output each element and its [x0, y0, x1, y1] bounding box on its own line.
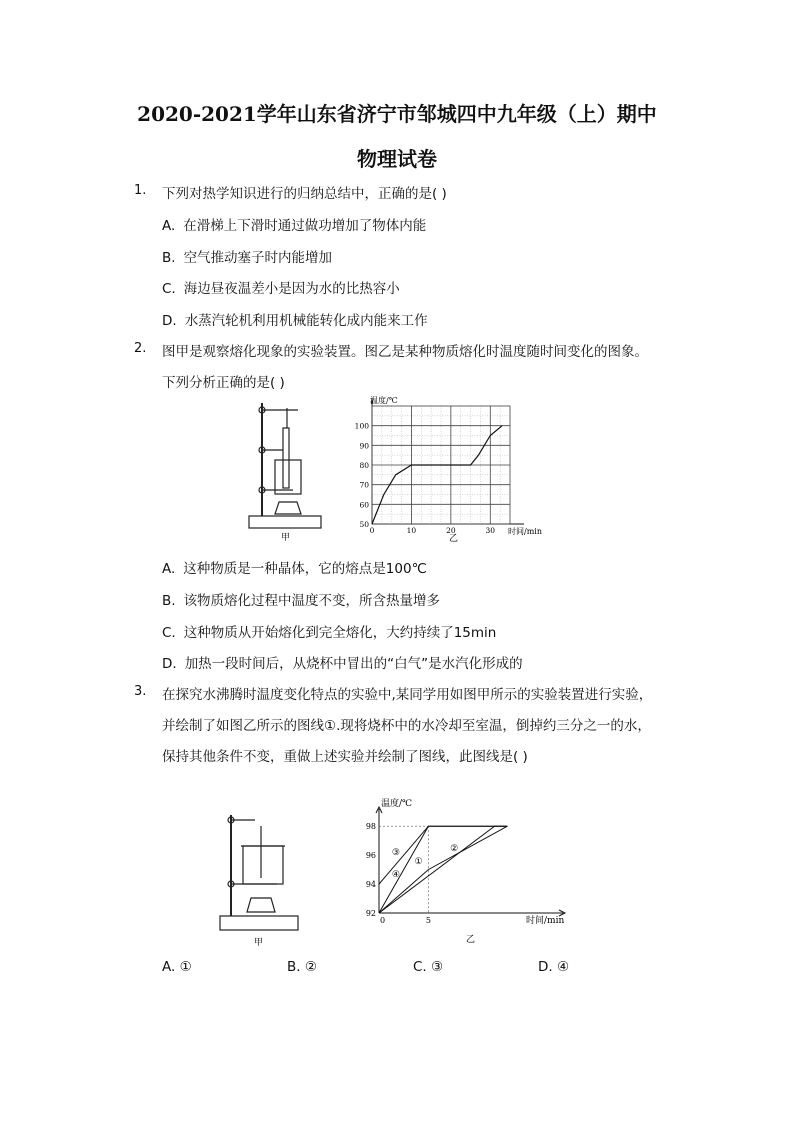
q2-option-d	[162, 652, 523, 672]
q3-apparatus-lamp	[247, 898, 275, 912]
q3-chart-xlabel: 时间/min	[526, 916, 565, 926]
q3-chart-ylabel: 温度/℃	[381, 799, 413, 809]
q2-y-tick-label: 80	[359, 461, 369, 470]
q3-option-d-label: D.	[538, 959, 553, 975]
q2-apparatus-figure	[243, 398, 328, 543]
q1-option-c	[162, 277, 400, 297]
q2-option-b	[162, 589, 440, 609]
q3-option-a	[162, 959, 192, 975]
page-subtitle: 物理试卷	[357, 147, 437, 171]
q1-option-b-text: 空气推动塞子时内能增加	[183, 250, 333, 266]
q2-y-tick-label: 60	[359, 500, 369, 510]
q3-fig-jia-label: 甲	[254, 938, 264, 948]
q1-option-c-label: C.	[162, 281, 176, 297]
q3-series-label-3: ③	[391, 848, 400, 859]
q1-option-c-text: 海边昼夜温差小是因为水的比热容小	[183, 281, 400, 297]
q2-fig-jia-label: 甲	[281, 533, 291, 543]
q1-stem: 下列对热学知识进行的归纳总结中，正确的是( )	[162, 186, 447, 202]
q1-option-a-label: A.	[162, 218, 176, 234]
q2-option-a-text: 这种物质是一种晶体，它的熔点是100℃	[183, 561, 427, 577]
q3-apparatus-figure	[217, 812, 302, 950]
q2-x-tick-label: 30	[485, 526, 496, 535]
q3-option-c	[413, 959, 443, 975]
q2-x-tick-label: 10	[406, 526, 417, 535]
q2-option-d-label: D.	[162, 656, 177, 672]
q3-option-b	[287, 959, 317, 975]
q3-option-a-text: ①	[179, 959, 192, 975]
q3-apparatus-beaker	[243, 846, 283, 884]
q3-option-b-label: B.	[287, 959, 301, 975]
q3-x-tick-label: 0	[380, 916, 386, 925]
q3-option-c-label: C.	[413, 959, 427, 975]
page-title: 2020-2021学年山东省济宁市邹城四中九年级（上）期中	[137, 102, 657, 126]
q2-melting-chart	[352, 394, 552, 544]
q2-y-tick-label: 90	[359, 441, 369, 451]
q2-option-c	[162, 621, 496, 641]
q2-apparatus-test-tube	[283, 428, 289, 488]
q3-option-c-text: ③	[431, 959, 444, 975]
q2-option-c-text: 这种物质从开始熔化到完全熔化，大约持续了15min	[183, 625, 497, 641]
q3-series-label-2: ②	[450, 843, 459, 854]
q3-series-label-4: ④	[391, 869, 400, 880]
q3-y-tick-label: 92	[365, 909, 376, 918]
q2-x-tick-label: 0	[369, 526, 375, 535]
q2-chart-ylabel: 温度/℃	[370, 396, 398, 405]
q3-option-d	[538, 959, 569, 975]
q1-option-d-label: D.	[162, 313, 177, 329]
q2-y-tick-label: 100	[354, 421, 369, 431]
q2-number: 2.	[134, 341, 147, 356]
q3-stem-line3: 保持其他条件不变，重做上述实验并绘制了图线，此图线是( )	[162, 749, 528, 765]
q3-y-tick-label: 96	[365, 851, 376, 861]
q1-option-a-text: 在滑梯上下滑时通过做功增加了物体内能	[183, 218, 427, 234]
q2-option-a	[162, 557, 427, 577]
q1-number: 1.	[134, 183, 147, 198]
q3-x-tick-label: 5	[425, 916, 431, 925]
q2-apparatus-lamp	[275, 502, 301, 514]
q2-stem-line1: 图甲是观察熔化现象的实验装置。图乙是某种物质熔化时温度随时间变化的图象。	[162, 344, 648, 360]
q3-option-a-label: A.	[162, 959, 176, 975]
q2-apparatus-beaker	[275, 460, 301, 494]
q2-chart-xlabel: 时间/min	[508, 527, 542, 536]
q3-number: 3.	[134, 684, 147, 699]
q3-y-tick-label: 94	[365, 880, 376, 890]
q3-stem-line1: 在探究水沸腾时温度变化特点的实验中,某同学用如图甲所示的实验装置进行实验，	[162, 687, 653, 703]
q2-stem-line2: 下列分析正确的是( )	[162, 375, 285, 391]
q3-boiling-chart	[355, 797, 575, 947]
q2-option-a-label: A.	[162, 561, 176, 577]
q2-y-tick-label: 50	[359, 520, 369, 529]
q1-option-d-text: 水蒸汽轮机利用机械能转化成内能来工作	[184, 313, 428, 329]
q1-option-a	[162, 214, 426, 234]
q2-apparatus-base	[249, 516, 321, 528]
q2-option-b-label: B.	[162, 593, 176, 609]
q2-x-tick-label: 20	[446, 526, 456, 535]
q2-option-c-label: C.	[162, 625, 176, 641]
q2-y-tick-label: 70	[359, 480, 369, 490]
q3-y-tick-label: 98	[365, 822, 376, 832]
q1-option-b	[162, 246, 332, 266]
q1-option-b-label: B.	[162, 250, 176, 266]
q3-apparatus-base	[220, 916, 298, 930]
q1-option-d	[162, 309, 428, 329]
q3-option-b-text: ②	[304, 959, 317, 975]
q3-stem-line2: 并绘制了如图乙所示的图线①.现将烧杯中的水冷却至室温，倒掉约三分之一的水，	[162, 718, 651, 734]
q3-option-d-text: ④	[556, 959, 570, 975]
q2-fig-yi-label: 乙	[449, 534, 459, 544]
q2-option-d-text: 加热一段时间后，从烧杯中冒出的“白气”是水汽化形成的	[184, 656, 523, 672]
q3-series-label-1: ①	[414, 856, 423, 867]
q2-option-b-text: 该物质熔化过程中温度不变，所含热量增多	[183, 593, 441, 609]
q3-fig-yi-label: 乙	[466, 935, 476, 945]
